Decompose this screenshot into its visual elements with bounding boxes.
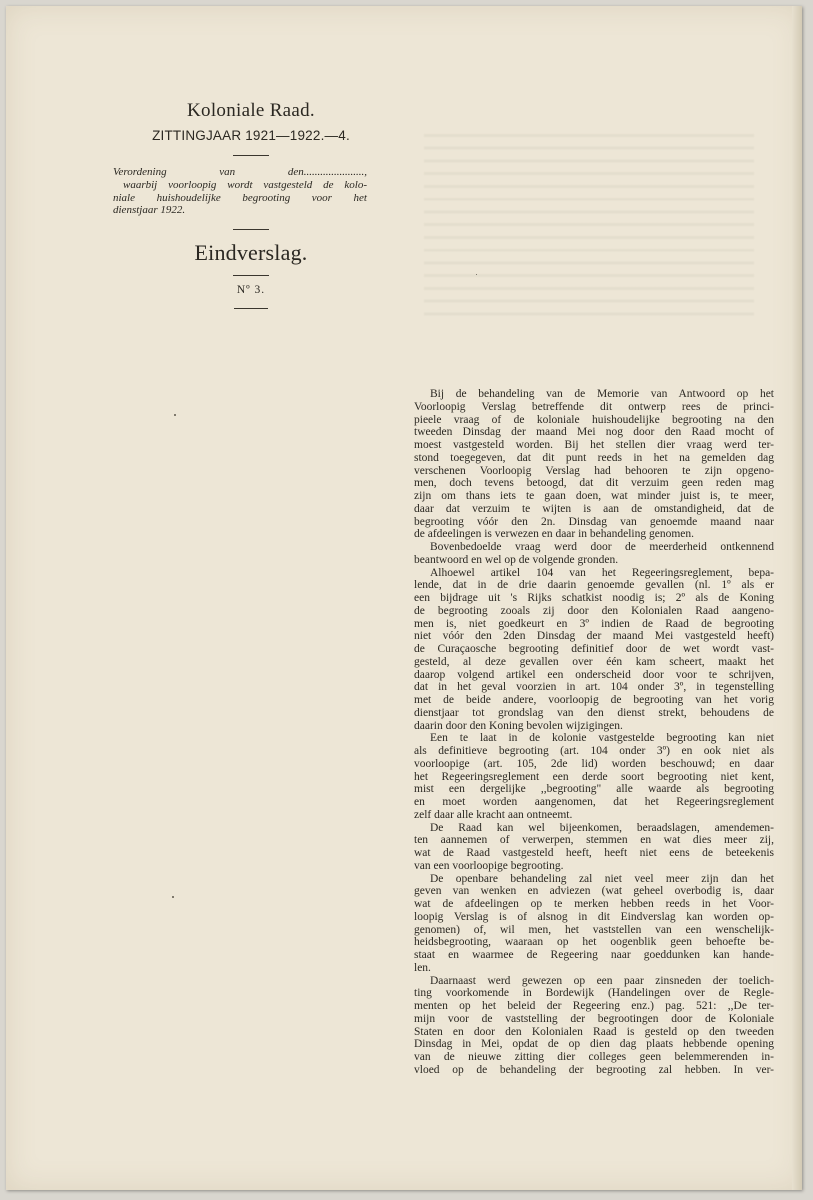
- body-line: pieele vraag of de koloniale huishoudelijke begrooting na den: [414, 413, 774, 426]
- body-line: ting voorkomende in Bordewijk (Handelingen over de Regle-: [414, 987, 774, 1000]
- body-line: begrooting vóór den 2n. Dinsdag van genoemde maand naar: [414, 515, 774, 528]
- body-line: wat de afdeelingen op te merken hebben reeds in het Voor-: [414, 898, 774, 910]
- document-number: Nº 3.: [236, 284, 266, 297]
- body-line: van de nieuwe zitting dier colleges geen belemmerenden in-: [414, 1051, 774, 1063]
- body-line: mijn voor de vaststelling der begrootingen door de Koloniale: [414, 1012, 774, 1025]
- ordinance-line: Verordening van den......................,: [113, 166, 367, 178]
- body-line: De Raad kan wel bijeenkomen, beraadslagen, amendemen-: [430, 821, 774, 834]
- ordinance-description: [113, 166, 367, 217]
- body-line: mist een dergelijke ,,begrooting" alle waarde als begrooting: [414, 783, 774, 796]
- ordinance-line: dienstjaar 1922.: [113, 204, 186, 217]
- paper-speck: [174, 414, 176, 416]
- body-line: genomen) of, wil men, het vaststellen van een wenschelijk-: [414, 923, 774, 936]
- body-line: stond toegegeven, dat dit punt reeds in het na gemelden dag: [414, 451, 774, 464]
- body-line: dienstjaar tot grondslag van den dienst strekt, behoudens de: [414, 706, 774, 719]
- body-line: Alhoewel artikel 104 van het Regeeringsreglement, bepa-: [430, 566, 774, 579]
- body-line: Voorloopig Verslag betreffende dit ontwerp rees de princi-: [414, 400, 774, 413]
- body-line: een bijdrage uit 's Rijks schatkist noodig is; 2º als de Koning: [414, 592, 774, 604]
- body-line: beantwoord en wel op de volgende gronden.: [414, 553, 619, 566]
- body-line: daarop volgend artikel een onderscheid door voor te schrijven,: [414, 668, 774, 681]
- page-edge: [792, 6, 802, 1190]
- body-line: Daarnaast werd gewezen op een paar zinsneden der toelich-: [430, 974, 774, 987]
- body-line: Bij de behandeling van de Memorie van Antwoord op het: [430, 388, 774, 400]
- body-line: gesteld, al deze gevallen over één kam scheert, maakt het: [414, 655, 774, 668]
- body-line: wat de Raad vastgesteld heeft, heeft niet eens de beteekenis: [414, 847, 774, 859]
- body-line: men is, niet goedkeurt en 3º indien de Raad de begrooting: [414, 617, 774, 630]
- body-line: zijn om thans iets te gaan doen, wat minder juist is, te meer,: [414, 490, 774, 502]
- body-line: en moet worden aangenomen, dat het Regeeringsreglement: [414, 796, 774, 808]
- council-title: Koloniale Raad.: [187, 100, 315, 121]
- divider: [233, 155, 269, 156]
- body-line: verschenen Voorloopig Verslag had behooren te zijn opgeno-: [414, 464, 774, 477]
- body-line: Staten en door den Kolonialen Raad is gesteld op den tweeden: [414, 1025, 774, 1038]
- show-through-text: [424, 126, 754, 316]
- body-line: lende, dat in de drie daarin genoemde gevallen (nl. 1º als er: [414, 579, 774, 592]
- body-line: voorloopige (art. 105, 2de lid) worden beschouwd; en daar: [414, 757, 774, 770]
- paper-speck: [172, 896, 174, 898]
- body-line: geven van wenken en adviezen (wat geheel overbodig is, daar: [414, 885, 774, 898]
- divider: [234, 308, 268, 309]
- body-line: de begrooting zooals zij door den Kolonialen Raad aangeno-: [414, 604, 774, 617]
- body-line: moest vastgesteld worden. Bij het stellen dier vraag werd ter-: [414, 439, 774, 451]
- body-line: de Curaçaosche begrooting definitief door de wet wordt vast-: [414, 643, 774, 655]
- body-line: De openbare behandeling zal niet veel meer zijn dan het: [430, 872, 774, 885]
- ordinance-line: niale huishoudelijke begrooting voor het: [113, 191, 367, 204]
- document-header: [101, 100, 401, 309]
- body-line: daar dat verzuim te wijten is aan de omstandigheid, dat de: [414, 502, 774, 515]
- body-line: dat in het geval voorzien in art. 104 onder 3º, in tegenstelling: [414, 681, 774, 694]
- body-line: als definitieve begrooting (art. 104 onder 3º) en ook niet als: [414, 745, 774, 757]
- body-line: heidsbegrooting, waaraan op het oogenblik geen behoefte be-: [414, 936, 774, 949]
- body-line: niet vóór den 2den Dinsdag der maand Mei vastgesteld heeft): [414, 630, 774, 643]
- body-line: menten op het beleid der Regeering enz.) pag. 521: ,,De ter-: [414, 1000, 774, 1012]
- body-line: ten aannemen of verwerpen, stemmen en wat dies meer zij,: [414, 834, 774, 847]
- body-line: het Regeeringsreglement een derde soort begrooting niet kent,: [414, 770, 774, 783]
- paper-speck: [476, 274, 477, 275]
- session-year: ZITTINGJAAR 1921—1922.—4.: [152, 128, 350, 143]
- ordinance-line: waarbij voorloopig wordt vastgesteld de kolo-: [123, 178, 367, 191]
- body-line: van een voorloopige begrooting.: [414, 859, 564, 872]
- body-line: vloed op de behandeling der begrooting zal hebben. In ver-: [414, 1063, 774, 1076]
- body-line: de afdeelingen is verwezen en daar in behandeling genomen.: [414, 528, 695, 541]
- body-line: Dinsdag in Mei, opdat de op dien dag plaats hebbende opening: [414, 1038, 774, 1051]
- body-line: Een te laat in de kolonie vastgestelde begrooting kan niet: [430, 732, 774, 745]
- body-line: zelf daar alle kracht aan ontneemt.: [414, 808, 573, 821]
- body-line: tweeden Dinsdag der maand Mei nog door den Raad mocht of: [414, 426, 774, 439]
- report-body: [414, 388, 774, 1077]
- divider: [233, 229, 269, 230]
- body-line: len.: [414, 961, 431, 974]
- body-line: daarin door den Koning bevolen wijzigingen.: [414, 719, 623, 732]
- body-line: Bovenbedoelde vraag werd door de meerderheid ontkennend: [430, 541, 774, 553]
- document-page: [6, 6, 802, 1190]
- body-line: loopig Verslag is of alsnog in dit Eindverslag kan worden op-: [414, 910, 774, 923]
- body-line: staat en waarmee de Regeering naar goeddunken kan hande-: [414, 949, 774, 961]
- body-line: men, doch tevens betoogd, dat dit verzuim geen reden mag: [414, 477, 774, 490]
- body-line: met de beide andere, voorloopig de begrooting van het vorig: [414, 694, 774, 706]
- divider: [233, 275, 269, 276]
- report-title: Eindverslag.: [194, 240, 308, 266]
